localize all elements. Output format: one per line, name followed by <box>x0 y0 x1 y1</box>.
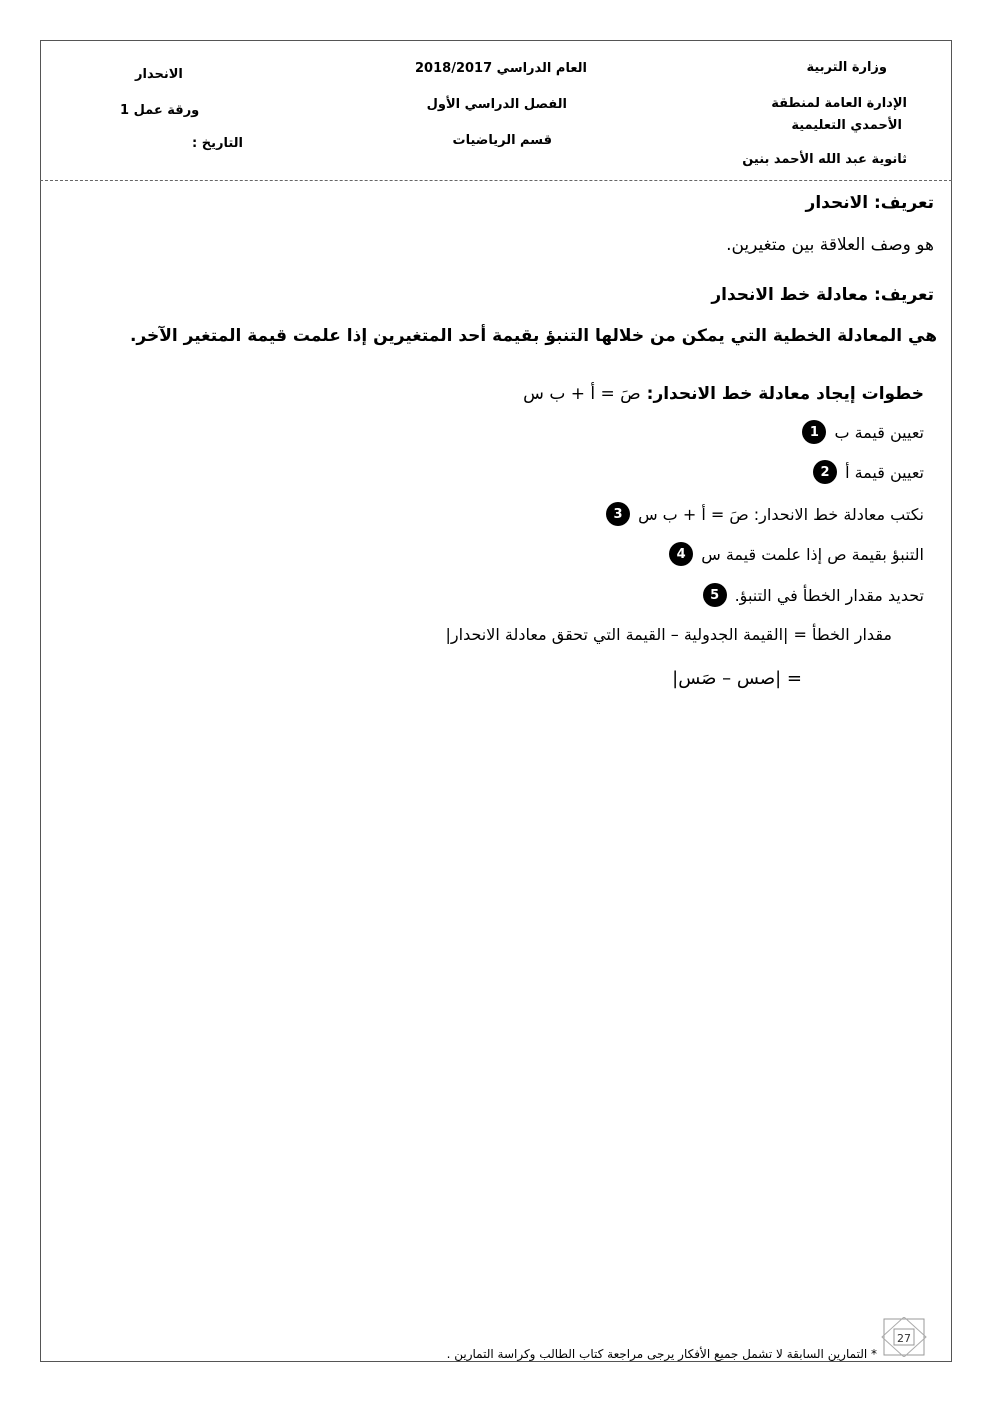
ministry-name: وزارة التربية <box>806 60 887 75</box>
definition2-text: هي المعادلة الخطية التي يمكن من خلالها التنبؤ بقيمة أحد المتغيرين إذا علمت قيمة المتغير الآخر. <box>129 326 937 346</box>
definition1-text: هو وصف العلاقة بين متغيرين. <box>726 235 934 255</box>
header-divider <box>40 180 952 181</box>
step-item <box>606 502 924 526</box>
administration-line1: الإدارة العامة لمنطقة <box>771 96 907 111</box>
regression-equation: صَ = أ + ب س <box>523 384 641 404</box>
steps-heading <box>523 384 924 404</box>
academic-year: العام الدراسي 2018/2017 <box>415 61 587 76</box>
page-number-badge <box>880 1317 928 1357</box>
step-text: تعيين قيمة ب <box>834 422 924 442</box>
worksheet-number: ورقة عمل 1 <box>120 103 200 118</box>
semester: الفصل الدراسي الأول <box>426 97 567 112</box>
date-label: التاريخ : <box>192 136 243 151</box>
step-item <box>703 583 924 607</box>
error-formula-line2: = |صس – صَس| <box>672 668 802 689</box>
worksheet-topic: الانحدار <box>135 67 183 82</box>
step-item <box>813 460 924 484</box>
definition1-title: تعريف: الانحدار <box>805 193 934 213</box>
step-text: تحديد مقدار الخطأ في التنبؤ. <box>734 585 924 605</box>
footer-note: * التمارين السابقة لا تشمل جميع الأفكار يرجى مراجعة كتاب الطالب وكراسة التمارين . <box>446 1347 877 1361</box>
step-number: 4 <box>669 542 693 566</box>
school-name: ثانوية عبد الله الأحمد بنين <box>742 152 907 167</box>
step-number: 2 <box>813 460 837 484</box>
administration-line2: الأحمدي التعليمية <box>791 118 902 133</box>
step-text: تعيين قيمة أ <box>845 462 924 482</box>
step-text: نكتب معادلة خط الانحدار: صَ = أ + ب س <box>638 504 924 524</box>
error-formula-line1: مقدار الخطأ = |القيمة الجدولية – القيمة التي تحقق معادلة الانحدار| <box>445 625 892 644</box>
steps-heading-label: خطوات إيجاد معادلة خط الانحدار: <box>646 384 924 404</box>
step-text: التنبؤ بقيمة ص إذا علمت قيمة س <box>701 544 924 564</box>
page-number: 27 <box>897 1332 911 1345</box>
step-number: 3 <box>606 502 630 526</box>
step-item <box>669 542 924 566</box>
step-number: 1 <box>802 420 826 444</box>
step-item <box>802 420 924 444</box>
definition2-title: تعريف: معادلة خط الانحدار <box>711 285 934 305</box>
department: قسم الرياضيات <box>452 133 552 148</box>
step-number: 5 <box>703 583 727 607</box>
